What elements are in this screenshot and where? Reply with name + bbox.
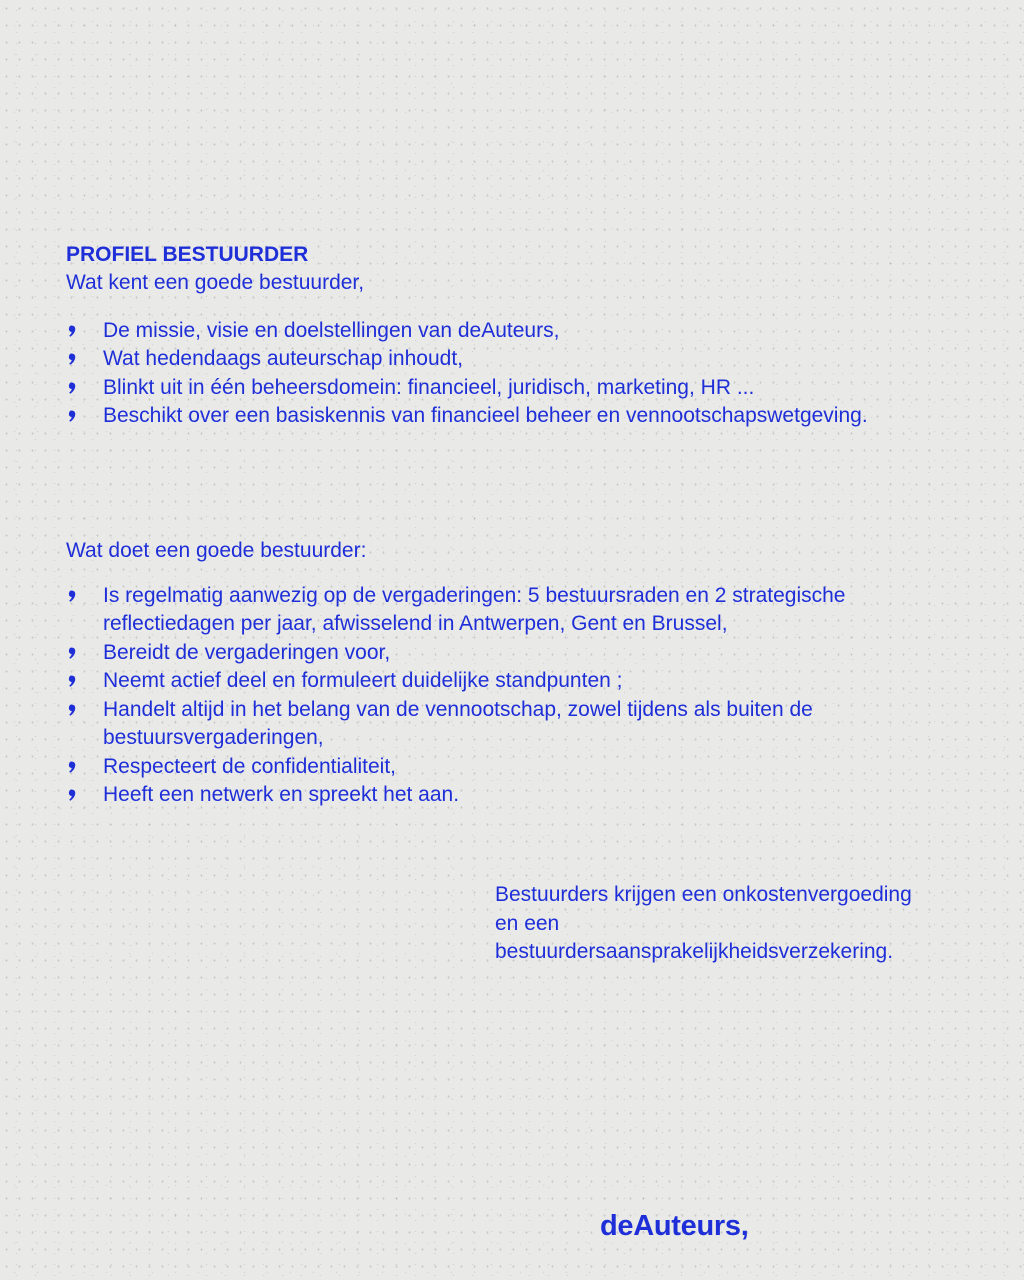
list-item-text: Blinkt uit in één beheersdomein: financieel, juridisch, marketing, HR ... [103,375,755,399]
note-line: en een [495,911,560,935]
comma-icon [66,374,80,402]
compensation-note [495,881,995,967]
profile-section [66,241,996,431]
list-item-text: Beschikt over een basiskennis van financieel beheer en vennootschapswetgeving. [103,404,868,427]
list-item [66,345,996,374]
brand-logo: deAuteurs, [600,1210,749,1242]
note-line: bestuurdersaansprakelijkheidsverzekering. [495,940,894,963]
list-item [66,696,966,753]
list-item [66,639,966,668]
list-item [66,781,966,810]
comma-icon [66,345,80,373]
duties-list [66,582,966,810]
comma-icon [66,667,80,695]
list-item [66,582,966,639]
list-item [66,317,996,346]
duties-intro: Wat doet een goede bestuurder: [66,539,367,562]
list-item-text: Respecteert de confidentialiteit, [103,754,397,778]
comma-icon [66,753,80,781]
list-item [66,753,966,782]
comma-icon [66,402,80,430]
list-item-text: Wat hedendaags auteurschap inhoudt, [103,347,463,370]
comma-icon [66,582,80,610]
list-item [66,667,966,696]
comma-icon [66,696,80,724]
list-item [66,374,996,403]
section-heading: PROFIEL BESTUURDER [66,243,309,266]
profile-intro: Wat kent een goede bestuurder, [66,271,365,294]
profile-list [66,317,996,431]
comma-icon [66,639,80,667]
comma-icon [66,781,80,809]
note-line: Bestuurders krijgen een onkostenvergoeding [495,883,912,906]
list-item-text: Bereidt de vergaderingen voor, [103,640,391,664]
list-item-text: Heeft een netwerk en spreekt het aan. [103,783,460,806]
list-item-text: De missie, visie en doelstellingen van deAuteurs, [103,318,560,342]
list-item-text: Handelt altijd in het belang van de vennootschap, zowel tijdens als buiten de bestuursvergaderingen, [103,697,813,749]
list-item-text: Is regelmatig aanwezig op de vergaderingen: 5 bestuursraden en 2 strategische reflectiedagen per jaar, afwisselend in Antwerpen, Gent en Brussel, [103,583,846,635]
comma-icon [66,317,80,345]
list-item-text: Neemt actief deel en formuleert duidelijke standpunten ; [103,669,623,692]
list-item [66,402,996,431]
duties-section [66,537,966,810]
